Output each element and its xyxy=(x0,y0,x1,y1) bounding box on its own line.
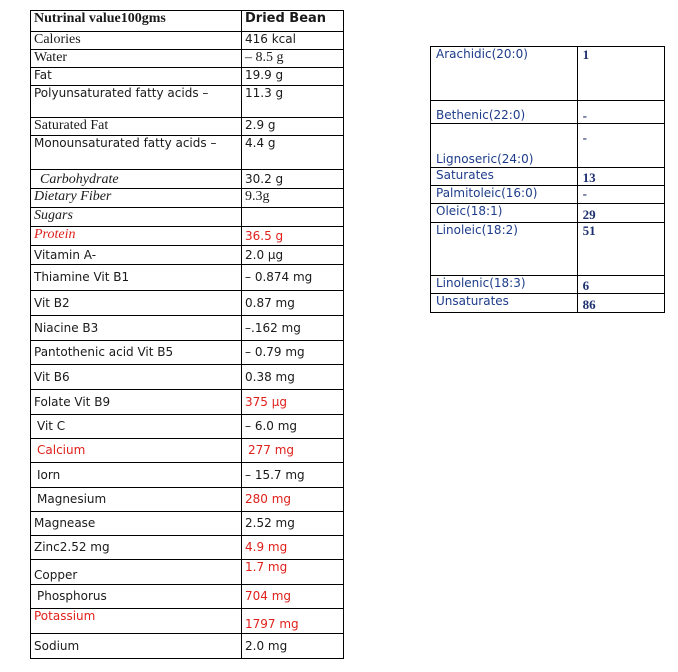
fatty-acid-value: - xyxy=(577,186,664,204)
table-row xyxy=(31,415,344,439)
table-row xyxy=(31,390,344,415)
fatty-acid-name: Linoleic(18:2) xyxy=(431,223,578,276)
table-row xyxy=(31,439,344,463)
row-value: 277 mg xyxy=(242,439,344,463)
fatty-acid-name: Saturates xyxy=(431,168,578,186)
table-row xyxy=(431,101,665,124)
table-row xyxy=(31,68,344,86)
fatty-acid-value: 6 xyxy=(577,276,664,294)
fatty-acid-value: 51 xyxy=(577,223,664,276)
table-row xyxy=(31,536,344,560)
header-value: Dried Bean xyxy=(242,11,344,32)
table-row xyxy=(431,168,665,186)
row-name: Calcium xyxy=(31,439,242,463)
table-row xyxy=(31,50,344,68)
row-name: Iorn xyxy=(31,463,242,488)
row-name: Carbohydrate xyxy=(31,170,242,189)
row-value: 2.52 mg xyxy=(242,512,344,536)
table-row xyxy=(431,186,665,204)
table-row xyxy=(31,609,344,634)
row-value: 36.5 g xyxy=(242,227,344,246)
fatty-acid-name: Linolenic(18:3) xyxy=(431,276,578,294)
row-value: – 0.79 mg xyxy=(242,341,344,365)
fatty-acid-value: 29 xyxy=(577,204,664,223)
row-name: Zinc2.52 mg xyxy=(31,536,242,560)
row-name: Magnesium xyxy=(31,488,242,512)
fatty-acid-name: Arachidic(20:0) xyxy=(431,47,578,101)
table-row xyxy=(31,291,344,316)
table-row xyxy=(31,246,344,265)
table-row xyxy=(431,204,665,223)
table-row xyxy=(31,488,344,512)
row-value: 1.7 mg xyxy=(242,560,344,585)
fatty-acid-name: Palmitoleic(16:0) xyxy=(431,186,578,204)
row-name: Magnease xyxy=(31,512,242,536)
fatty-acid-value: 86 xyxy=(577,294,664,313)
row-value: 30.2 g xyxy=(242,170,344,189)
table-row xyxy=(31,463,344,488)
table-row xyxy=(31,189,344,208)
table-row xyxy=(31,118,344,136)
table-row xyxy=(31,316,344,341)
row-value: – 8.5 g xyxy=(242,50,344,68)
row-name: Saturated Fat xyxy=(31,118,242,136)
row-name: Sodium xyxy=(31,634,242,659)
fatty-acid-value: 1 xyxy=(577,47,664,101)
table-row xyxy=(31,560,344,585)
table-row xyxy=(31,585,344,609)
row-value: 2.9 g xyxy=(242,118,344,136)
table-row xyxy=(31,208,344,227)
row-value: 704 mg xyxy=(242,585,344,609)
row-value: 375 µg xyxy=(242,390,344,415)
table-row xyxy=(31,136,344,170)
fatty-acid-value: - xyxy=(577,124,664,168)
row-name: Monounsaturated fatty acids – xyxy=(31,136,242,170)
nutrition-header-row xyxy=(31,11,344,32)
row-value: 19.9 g xyxy=(242,68,344,86)
fatty-acid-name: Unsaturates xyxy=(431,294,578,313)
row-name: Calories xyxy=(31,32,242,50)
table-row xyxy=(31,634,344,659)
table-row xyxy=(31,86,344,118)
row-name: Phosphorus xyxy=(31,585,242,609)
table-row xyxy=(431,47,665,101)
row-value: 4.4 g xyxy=(242,136,344,170)
row-value: – 0.874 mg xyxy=(242,265,344,291)
row-value: 2.0 mg xyxy=(242,634,344,659)
row-name: Protein xyxy=(31,227,242,246)
row-name: Vit B2 xyxy=(31,291,242,316)
row-value: 1797 mg xyxy=(242,609,344,634)
row-name: Pantothenic acid Vit B5 xyxy=(31,341,242,365)
fatty-acid-value: - xyxy=(577,101,664,124)
row-value: 11.3 g xyxy=(242,86,344,118)
table-row xyxy=(431,124,665,168)
row-value: 416 kcal xyxy=(242,32,344,50)
table-row xyxy=(31,341,344,365)
row-value: 0.38 mg xyxy=(242,365,344,390)
row-value: 0.87 mg xyxy=(242,291,344,316)
row-name: Vitamin A- xyxy=(31,246,242,265)
row-name: Fat xyxy=(31,68,242,86)
row-value: 9.3g xyxy=(242,189,344,208)
row-value: 280 mg xyxy=(242,488,344,512)
row-value xyxy=(242,208,344,227)
table-row xyxy=(31,32,344,50)
table-row xyxy=(31,170,344,189)
fatty-acid-name: Bethenic(22:0) xyxy=(431,101,578,124)
fatty-acid-table xyxy=(430,46,665,313)
row-name: Polyunsaturated fatty acids – xyxy=(31,86,242,118)
table-row xyxy=(431,294,665,313)
row-name: Sugars xyxy=(31,208,242,227)
row-name: Vit C xyxy=(31,415,242,439)
table-row xyxy=(31,265,344,291)
row-name: Niacine B3 xyxy=(31,316,242,341)
row-name: Dietary Fiber xyxy=(31,189,242,208)
row-name: Copper xyxy=(31,560,242,585)
row-value: –.162 mg xyxy=(242,316,344,341)
row-name: Vit B6 xyxy=(31,365,242,390)
fatty-acid-name: Lignoseric(24:0) xyxy=(431,124,578,168)
table-row xyxy=(31,227,344,246)
fatty-acid-value: 13 xyxy=(577,168,664,186)
row-value: – 15.7 mg xyxy=(242,463,344,488)
row-name: Potassium xyxy=(31,609,242,634)
row-value: 2.0 µg xyxy=(242,246,344,265)
row-name: Thiamine Vit B1 xyxy=(31,265,242,291)
table-row xyxy=(31,512,344,536)
table-row xyxy=(31,365,344,390)
row-value: 4.9 mg xyxy=(242,536,344,560)
row-value: – 6.0 mg xyxy=(242,415,344,439)
nutrition-table xyxy=(30,10,344,659)
fatty-acid-name: Oleic(18:1) xyxy=(431,204,578,223)
table-row xyxy=(431,223,665,276)
row-name: Water xyxy=(31,50,242,68)
row-name: Folate Vit B9 xyxy=(31,390,242,415)
table-row xyxy=(431,276,665,294)
header-name: Nutrinal value100gms xyxy=(31,11,242,32)
